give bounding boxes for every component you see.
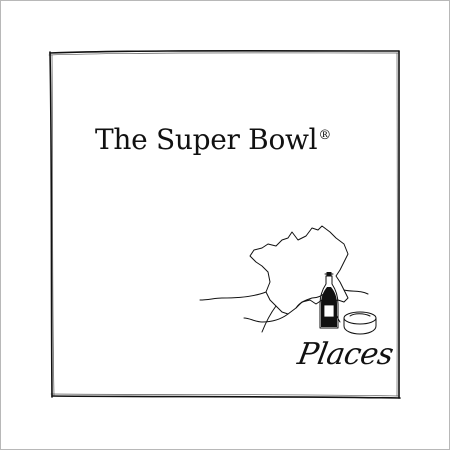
cover-title-text: The Super Bowl — [95, 123, 318, 156]
places-label: Places — [295, 337, 396, 372]
italy-border-line — [344, 290, 368, 294]
pyrenees-line — [244, 314, 288, 322]
spain-line — [262, 306, 276, 332]
france-coast-line — [200, 292, 266, 300]
registered-mark: ® — [318, 127, 332, 143]
cheese-side — [344, 318, 376, 334]
